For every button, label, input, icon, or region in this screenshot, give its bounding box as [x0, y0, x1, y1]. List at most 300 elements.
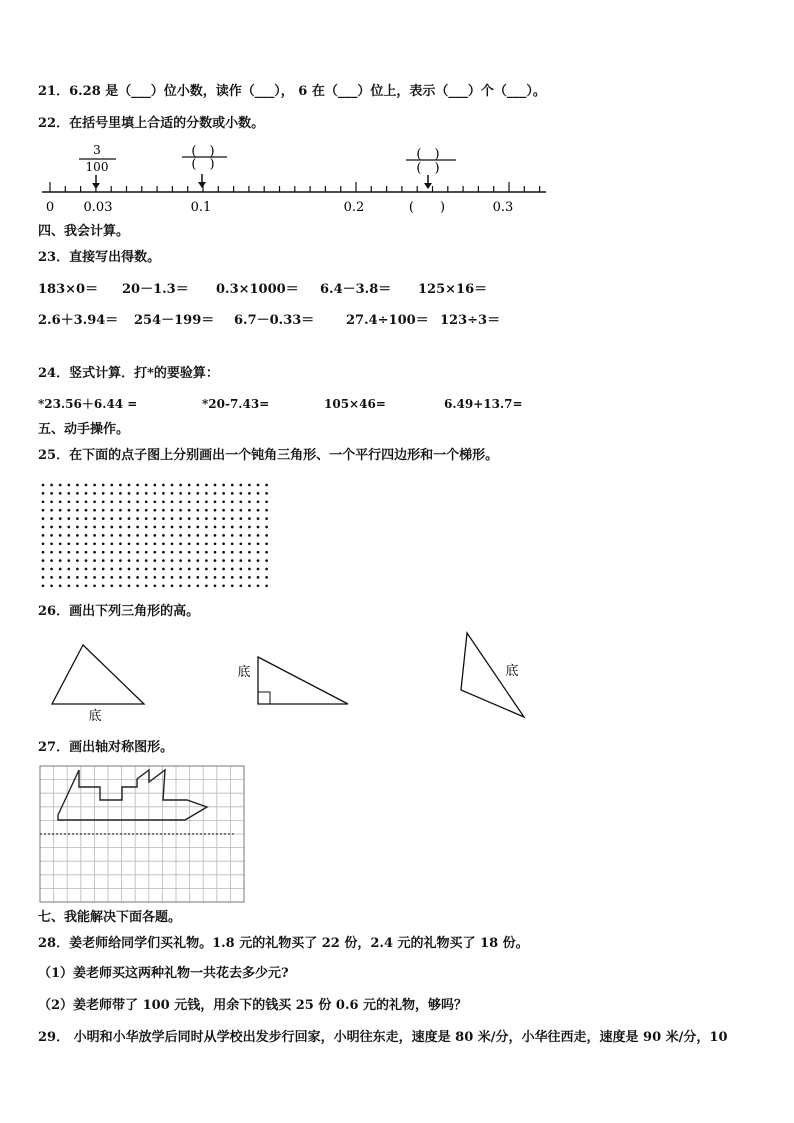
grid-dot — [59, 492, 62, 495]
grid-dot — [214, 551, 217, 554]
grid-dot — [171, 517, 174, 520]
grid-dot — [85, 542, 88, 545]
grid-dot — [265, 509, 268, 512]
grid-dot — [67, 568, 70, 571]
grid-dot — [76, 542, 79, 545]
grid-dot — [248, 576, 251, 579]
grid-dot — [231, 551, 234, 554]
grid-dot — [214, 534, 217, 537]
grid-dot — [231, 584, 234, 587]
grid-dot — [171, 534, 174, 537]
label-0-1: 0.1 — [190, 200, 212, 215]
grid-dot — [188, 526, 191, 529]
calc-item: 0.3×1000＝ — [216, 282, 299, 297]
question-27: 27．画出轴对称图形。 — [38, 740, 174, 755]
grid-dot — [42, 584, 45, 587]
grid-dot — [50, 509, 53, 512]
grid-dot — [153, 517, 156, 520]
grid-dot — [171, 500, 174, 503]
grid-dot — [67, 484, 70, 487]
grid-dot — [136, 551, 139, 554]
grid-dot — [76, 492, 79, 495]
grid-dot — [265, 526, 268, 529]
grid-dot — [76, 584, 79, 587]
grid-dot — [136, 584, 139, 587]
grid-dot — [153, 551, 156, 554]
base-label: 底 — [88, 709, 102, 724]
grid-dot — [196, 534, 199, 537]
grid-dot — [239, 584, 242, 587]
grid-dot — [145, 509, 148, 512]
grid-dot — [145, 576, 148, 579]
grid-dot — [50, 484, 53, 487]
vertical-calc-item: 6.49+13.7= — [444, 397, 523, 411]
grid-dot — [42, 551, 45, 554]
grid-dot — [59, 509, 62, 512]
grid-dot — [93, 576, 96, 579]
grid-dot — [265, 568, 268, 571]
grid-dot — [257, 534, 260, 537]
grid-dot — [188, 542, 191, 545]
grid-dot — [67, 509, 70, 512]
grid-dot — [102, 542, 105, 545]
grid-dot — [248, 500, 251, 503]
grid-dot — [265, 559, 268, 562]
grid-dot — [42, 576, 45, 579]
grid-dot — [162, 534, 165, 537]
grid-dot — [248, 484, 251, 487]
dot-grid — [38, 480, 274, 592]
grid-dot — [93, 568, 96, 571]
grid-dot — [205, 509, 208, 512]
fraction-blank-num-1: ( ) — [191, 144, 215, 159]
fraction-numerator: 3 — [93, 143, 101, 157]
grid-dot — [119, 559, 122, 562]
grid-dot — [162, 484, 165, 487]
question-25: 25．在下面的点子图上分别画出一个钝角三角形、一个平行四边形和一个梯形。 — [38, 448, 499, 463]
grid-dot — [231, 542, 234, 545]
grid-dot — [42, 568, 45, 571]
grid-dot — [42, 500, 45, 503]
section-4-heading: 四、我会计算。 — [38, 224, 130, 239]
grid-dot — [59, 584, 62, 587]
label-0-03: 0.03 — [83, 200, 113, 215]
grid-dot — [265, 517, 268, 520]
grid-dot — [196, 551, 199, 554]
grid-dot — [222, 492, 225, 495]
grid-dot — [239, 526, 242, 529]
grid-dot — [222, 584, 225, 587]
grid-dot — [59, 542, 62, 545]
grid-dot — [188, 509, 191, 512]
grid-dot — [93, 534, 96, 537]
grid-dot — [67, 559, 70, 562]
grid-dot — [50, 517, 53, 520]
grid-dot — [128, 517, 131, 520]
grid-dot — [136, 568, 139, 571]
grid-dot — [188, 551, 191, 554]
grid-dot — [205, 551, 208, 554]
grid-dot — [205, 576, 208, 579]
arrow-down-icon — [424, 183, 432, 189]
grid-dot — [214, 509, 217, 512]
grid-dot — [179, 526, 182, 529]
grid-dot — [110, 534, 113, 537]
grid-dot — [59, 500, 62, 503]
grid-dot — [76, 534, 79, 537]
base-label: 底 — [505, 664, 519, 679]
grid-dot — [171, 509, 174, 512]
grid-dot — [248, 559, 251, 562]
grid-dot — [162, 568, 165, 571]
grid-dot — [162, 492, 165, 495]
grid-dot — [188, 559, 191, 562]
grid-dot — [179, 551, 182, 554]
grid-dot — [128, 551, 131, 554]
grid-dot — [265, 484, 268, 487]
grid-dot — [248, 526, 251, 529]
grid-dot — [196, 568, 199, 571]
fraction-blank-den-2: ( ) — [416, 161, 440, 176]
grid-dot — [76, 484, 79, 487]
grid-dot — [128, 559, 131, 562]
grid-dot — [265, 500, 268, 503]
grid-dot — [59, 526, 62, 529]
grid-dot — [145, 492, 148, 495]
grid-dot — [248, 492, 251, 495]
grid-dot — [136, 534, 139, 537]
grid-dot — [145, 526, 148, 529]
grid-dot — [214, 517, 217, 520]
grid-dot — [85, 492, 88, 495]
grid-dot — [162, 551, 165, 554]
grid-dot — [257, 526, 260, 529]
grid-dot — [214, 542, 217, 545]
grid-dot — [231, 559, 234, 562]
grid-dot — [222, 576, 225, 579]
grid-dot — [196, 542, 199, 545]
grid-dot — [205, 517, 208, 520]
question-28: 28．姜老师给同学们买礼物。1.8 元的礼物买了 22 份，2.4 元的礼物买了 18 份。 — [38, 936, 529, 951]
question-29: 29． 小明和小华放学后同时从学校出发步行回家，小明往东走，速度是 80 米/分，小华往西走，速度是 90 米/分，10 — [38, 1030, 728, 1045]
grid-dot — [153, 492, 156, 495]
base-label: 底 — [237, 665, 251, 680]
grid-dot — [85, 517, 88, 520]
number-line-figure — [38, 138, 558, 218]
grid-dot — [128, 534, 131, 537]
grid-dot — [136, 559, 139, 562]
grid-dot — [42, 509, 45, 512]
grid-dot — [76, 576, 79, 579]
grid-dot — [257, 492, 260, 495]
grid-dot — [67, 576, 70, 579]
grid-dot — [50, 542, 53, 545]
grid-dot — [102, 559, 105, 562]
grid-dot — [153, 484, 156, 487]
grid-dot — [239, 517, 242, 520]
grid-dot — [222, 542, 225, 545]
grid-dot — [196, 517, 199, 520]
grid-dot — [188, 500, 191, 503]
grid-dot — [93, 484, 96, 487]
grid-dot — [188, 584, 191, 587]
grid-dot — [239, 568, 242, 571]
grid-dot — [222, 551, 225, 554]
grid-dot — [231, 517, 234, 520]
grid-dot — [257, 568, 260, 571]
grid-dot — [50, 559, 53, 562]
question-28-part-1: （1）姜老师买这两种礼物一共花去多少元? — [38, 966, 289, 981]
grid-dot — [128, 492, 131, 495]
grid-dot — [42, 492, 45, 495]
grid-dot — [67, 526, 70, 529]
grid-dot — [257, 551, 260, 554]
grid-dot — [145, 500, 148, 503]
grid-dot — [102, 492, 105, 495]
grid-dot — [119, 584, 122, 587]
grid-dot — [239, 509, 242, 512]
grid-dot — [145, 559, 148, 562]
grid-dot — [214, 576, 217, 579]
grid-dot — [265, 534, 268, 537]
grid-dot — [222, 509, 225, 512]
grid-dot — [214, 500, 217, 503]
grid-dot — [93, 584, 96, 587]
grid-dot — [231, 568, 234, 571]
question-26: 26．画出下列三角形的高。 — [38, 604, 200, 619]
label-0-3: 0.3 — [492, 200, 514, 215]
grid-dot — [85, 534, 88, 537]
grid-dot — [171, 568, 174, 571]
grid-dot — [136, 526, 139, 529]
question-22: 22．在括号里填上合适的分数或小数。 — [38, 116, 265, 131]
grid-dot — [162, 559, 165, 562]
grid-dot — [119, 551, 122, 554]
grid-dot — [50, 526, 53, 529]
vertical-calc-item: *23.56＋6.44 = — [38, 397, 138, 411]
grid-dot — [102, 576, 105, 579]
grid-dot — [171, 484, 174, 487]
grid-dot — [248, 534, 251, 537]
grid-dot — [179, 517, 182, 520]
grid-dot — [67, 551, 70, 554]
grid-dot — [50, 584, 53, 587]
grid-dot — [85, 509, 88, 512]
grid-dot — [222, 534, 225, 537]
grid-dot — [248, 584, 251, 587]
grid-dot — [102, 551, 105, 554]
grid-dot — [59, 551, 62, 554]
vertical-calc-item: *20-7.43= — [202, 397, 270, 411]
grid-dot — [59, 568, 62, 571]
label-0: 0 — [45, 200, 55, 215]
calc-item: 27.4÷100＝ — [346, 313, 429, 328]
grid-dot — [76, 568, 79, 571]
grid-dot — [196, 584, 199, 587]
fraction-denominator: 100 — [85, 160, 109, 174]
calc-item: 20－1.3＝ — [122, 282, 189, 297]
grid-dot — [128, 576, 131, 579]
grid-dot — [179, 500, 182, 503]
grid-dot — [231, 526, 234, 529]
grid-dot — [50, 500, 53, 503]
grid-dot — [85, 500, 88, 503]
grid-dot — [42, 526, 45, 529]
grid-dot — [50, 551, 53, 554]
grid-dot — [136, 576, 139, 579]
half-shape-boat — [58, 770, 207, 820]
number-line-ticks — [50, 182, 540, 192]
grid-dot — [76, 559, 79, 562]
grid-dot — [196, 492, 199, 495]
grid-dot — [214, 492, 217, 495]
calc-item: 183×0＝ — [38, 282, 99, 297]
grid-dot — [179, 576, 182, 579]
grid-dot — [85, 576, 88, 579]
grid-dot — [128, 568, 131, 571]
grid-dot — [171, 551, 174, 554]
grid-dot — [162, 509, 165, 512]
grid-dot — [205, 584, 208, 587]
grid-dot — [265, 584, 268, 587]
grid-dot — [248, 568, 251, 571]
grid-dot — [67, 492, 70, 495]
grid-dot — [179, 534, 182, 537]
calc-item: 6.7－0.33＝ — [234, 313, 315, 328]
grid-dot — [179, 484, 182, 487]
grid-dot — [162, 500, 165, 503]
grid-dot — [136, 500, 139, 503]
grid-dot — [231, 509, 234, 512]
grid-dot — [188, 568, 191, 571]
grid-dot — [136, 484, 139, 487]
grid-dot — [205, 559, 208, 562]
grid-dot — [162, 584, 165, 587]
grid-dot — [153, 559, 156, 562]
grid-dot — [222, 568, 225, 571]
calc-item: 2.6＋3.94＝ — [38, 313, 119, 328]
grid-dot — [214, 568, 217, 571]
grid-dot — [239, 534, 242, 537]
grid-dot — [257, 484, 260, 487]
grid-dot — [196, 484, 199, 487]
grid-dot — [119, 526, 122, 529]
grid-dot — [145, 484, 148, 487]
question-21: 21．6.28 是（___）位小数，读作（___）， 6 在（___）位上，表示（___）个（___）。 — [38, 84, 546, 99]
grid-dot — [42, 534, 45, 537]
grid-dot — [145, 542, 148, 545]
grid-dot — [179, 568, 182, 571]
grid-dot — [93, 526, 96, 529]
grid-dot — [196, 576, 199, 579]
grid-dot — [222, 526, 225, 529]
grid-dot — [102, 509, 105, 512]
grid-dot — [102, 517, 105, 520]
grid-dot — [171, 559, 174, 562]
grid-dot — [85, 568, 88, 571]
grid-dot — [179, 559, 182, 562]
grid-dot — [248, 551, 251, 554]
grid-dot — [231, 576, 234, 579]
grid-dot — [162, 517, 165, 520]
grid-dot — [188, 492, 191, 495]
grid-dot — [50, 576, 53, 579]
grid-dot — [153, 500, 156, 503]
grid-dot — [128, 509, 131, 512]
grid-dot — [257, 517, 260, 520]
grid-dot — [110, 517, 113, 520]
grid-dot — [145, 568, 148, 571]
grid-dot — [59, 484, 62, 487]
grid-dot — [214, 559, 217, 562]
grid-dot — [59, 517, 62, 520]
grid-dot — [205, 542, 208, 545]
grid-dot — [145, 517, 148, 520]
grid-dot — [239, 484, 242, 487]
grid-dot — [257, 509, 260, 512]
grid-dot — [179, 542, 182, 545]
grid-dot — [128, 526, 131, 529]
fraction-blank-den-1: ( ) — [191, 157, 215, 172]
grid-dot — [67, 517, 70, 520]
grid-dot — [153, 568, 156, 571]
grid-dot — [145, 551, 148, 554]
grid-dot — [153, 526, 156, 529]
grid-dot — [85, 484, 88, 487]
grid-dot — [145, 584, 148, 587]
grid-dot — [110, 559, 113, 562]
right-angle-mark — [258, 692, 270, 704]
grid-dot — [171, 576, 174, 579]
grid-dot — [102, 534, 105, 537]
grid-dot — [196, 509, 199, 512]
grid-dot — [42, 559, 45, 562]
grid-dot — [162, 576, 165, 579]
grid-dot — [67, 500, 70, 503]
grid-dot — [42, 542, 45, 545]
grid-dot — [110, 542, 113, 545]
grid-dot — [171, 584, 174, 587]
grid-dot — [196, 526, 199, 529]
grid-dot — [93, 559, 96, 562]
grid-dot — [153, 584, 156, 587]
grid-dot — [119, 484, 122, 487]
grid-dot — [102, 526, 105, 529]
grid-dot — [102, 568, 105, 571]
grid-dot — [76, 551, 79, 554]
grid-dot — [257, 584, 260, 587]
grid-dot — [42, 517, 45, 520]
grid-dot — [76, 526, 79, 529]
grid-dot — [93, 500, 96, 503]
grid-dot — [110, 568, 113, 571]
grid-dot — [128, 542, 131, 545]
question-28-part-2: （2）姜老师带了 100 元钱，用余下的钱买 25 份 0.6 元的礼物，够吗？ — [38, 998, 468, 1013]
grid-dot — [248, 509, 251, 512]
grid-dot — [231, 500, 234, 503]
grid-dot — [59, 559, 62, 562]
grid-dot — [179, 492, 182, 495]
grid-dot — [128, 584, 131, 587]
grid-dot — [119, 534, 122, 537]
grid-dot — [162, 526, 165, 529]
section-7-heading: 七、我能解决下面各题。 — [38, 910, 182, 925]
grid-dot — [110, 526, 113, 529]
grid-dot — [136, 509, 139, 512]
grid-dot — [67, 584, 70, 587]
grid-dot — [153, 509, 156, 512]
grid-dot — [59, 534, 62, 537]
